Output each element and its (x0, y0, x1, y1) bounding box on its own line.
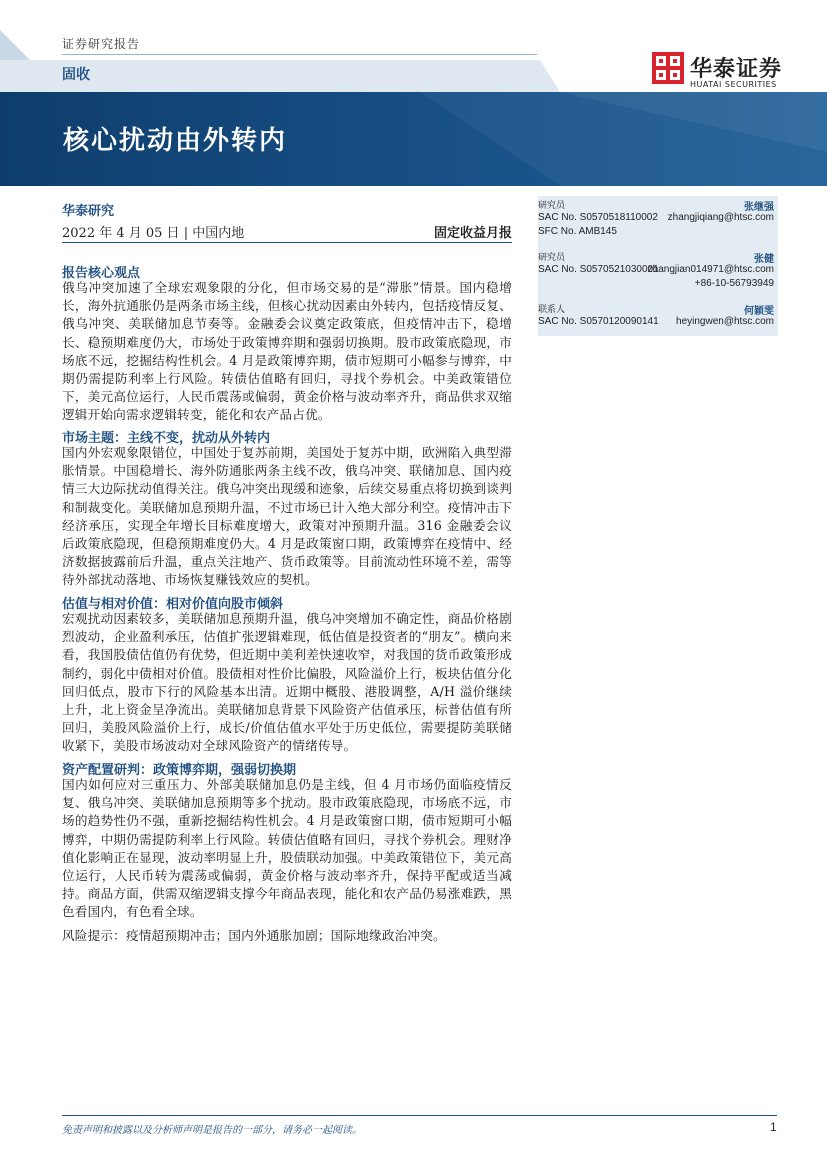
logo-subtext: HUATAI SECURITIES (690, 80, 777, 89)
analyst-name: 张继强 (744, 202, 774, 213)
page-number: 1 (770, 1120, 777, 1134)
section-title: 市场主题：主线不变，扰动从外转内 (62, 431, 271, 446)
section-title: 估值与相对价值：相对价值向股市倾斜 (62, 597, 284, 612)
analyst-sac: SAC No. S0570518110002 (538, 212, 658, 223)
report-type: 固定收益月报 (433, 226, 512, 241)
header-rule (62, 54, 537, 55)
logo-text: 华泰证券 (690, 57, 783, 82)
analyst-email[interactable]: zhangjiqiang@htsc.com (667, 212, 774, 223)
footer-rule (62, 1115, 777, 1116)
section-title: 资产配置研判：政策博弈期，强弱切换期 (62, 763, 297, 778)
logo-mark-icon (652, 52, 684, 84)
section-body: 宏观扰动因素较多，美联储加息预期升温，俄乌冲突增加不确定性，商品价格剧烈波动，企业盈利承压，估值扩张逻辑难现，低估值是投资者的“朋友”。横向来看，我国股债估值仍有优势，但近期中美利差快速收窄，对我国的货币政策形成制约，弱化中债相对价值。股债相对性价比偏股，风险溢价上行，板块估值分化回归低点，股市下行的风险基本出清。近期中概股、港股调整，A/H 溢价继续上升，北上资金呈净流出。美联储加息背景下风险资产估值承压，标普估值有所回归，美股风险溢价上行，成长/价值估值水平处于历史低位，需要提防美联储收紧下，美股市场波动对全球风险资产的情绪传导。 (62, 611, 512, 754)
analyst-email[interactable]: zhangjian014971@htsc.com (647, 264, 774, 275)
company-logo (652, 52, 792, 92)
analyst-name: 何颖雯 (744, 306, 774, 317)
date-rule (62, 242, 512, 243)
research-org: 华泰研究 (62, 204, 115, 219)
page-title: 核心扰动由外转内 (63, 126, 288, 156)
analyst-panel (538, 196, 778, 336)
section-body: 国内如何应对三重压力、外部美联储加息仍是主线，但 4 月市场仍面临疫情反复、俄乌冲突、美联储加息预期等多个扰动。股市政策底隐现，市场底不远，市场的趋势性仍不强，重新挖掘结构性机会。4 月是政策窗口期，债市短期可小幅博弈，中期仍需提防利率上行风险。转债估值略有回归，寻找个券机会。理财净值化影响正在显现，波动率明显上升，股债联动加强。中美政策错位下，美元高位运行，人民币转为震荡或偏弱，黄金价格与波动率齐升，保持平配或适当减持。商品方面，供需双缩逻辑支撑今年商品表现，能化和农产品仍易涨难跌，黑色看国内，有色看全球。 (62, 777, 512, 920)
analyst-name: 张健 (754, 254, 774, 265)
analyst-role: 研究员 (538, 253, 566, 263)
section-body: 俄乌冲突加速了全球宏观象限的分化，但市场交易的是“滞胀”情景。国内稳增长，海外抗通胀仍是两条市场主线，但核心扰动因素由外转内，包括疫情反复、俄乌冲突、美联储加息节奏等。金融委会议奠定政策底，但疫情冲击下，稳增长、稳预期难度仍大，市场处于政策博弈期和强弱切换期。股市政策底隐现，市场底不远，挖掘结构性机会。4 月是政策博弈期，债市短期可小幅参与博弈，中期仍需提防利率上行风险。转债估值略有回归，寻找个券机会。中美政策错位下，美元高位运行，人民币震荡或偏弱，黄金价格与波动率齐升，商品供求双缩逻辑开始向需求逻辑转变，能化和农产品占优。 (62, 280, 512, 423)
analyst-email[interactable]: heyingwen@htsc.com (676, 316, 774, 327)
risk-warning: 风险提示：疫情超预期冲击；国内外通胀加剧；国际地缘政治冲突。 (62, 928, 446, 943)
analyst-sfc: SFC No. AMB145 (538, 226, 617, 237)
analyst-sac: SAC No. S0570521030001 (538, 264, 659, 275)
section-body: 国内外宏观象限错位，中国处于复苏前期，美国处于复苏中期，欧洲陷入典型滞胀情景。中国稳增长、海外防通胀两条主线不改，俄乌冲突、联储加息、国内疫情三大边际扰动值得关注。俄乌冲突出现缓和迹象，后续交易重点将切换到谈判和制裁变化。美联储加息预期升温，不过市场已计入绝大部分利空。疫情冲击下经济承压，实现全年增长目标难度增大，政策对冲预期升温。316 金融委会议后政策底隐现，但稳预期难度仍大。4 月是政策窗口期，政策博弈在疫情中、经济数据披露前后升温，重点关注地产、货币政策等。目前流动性环境不差，需等待外部扰动落地、市场恢复赚钱效应的契机。 (62, 445, 512, 588)
document-type: 证券研究报告 (62, 37, 141, 51)
analyst-role: 研究员 (538, 201, 566, 211)
section-title: 报告核心观点 (62, 266, 141, 281)
analyst-sac: SAC No. S0570120090141 (538, 316, 659, 327)
date-region: 2022 年 4 月 05 日 | 中国内地 (62, 226, 245, 241)
date-region-line (62, 222, 512, 241)
footer-disclaimer: 免责声明和披露以及分析师声明是报告的一部分，请务必一起阅读。 (62, 1125, 362, 1136)
report-category: 固收 (62, 67, 90, 83)
analyst-role: 联系人 (538, 305, 566, 315)
analyst-phone: +86-10-56793949 (694, 278, 774, 289)
